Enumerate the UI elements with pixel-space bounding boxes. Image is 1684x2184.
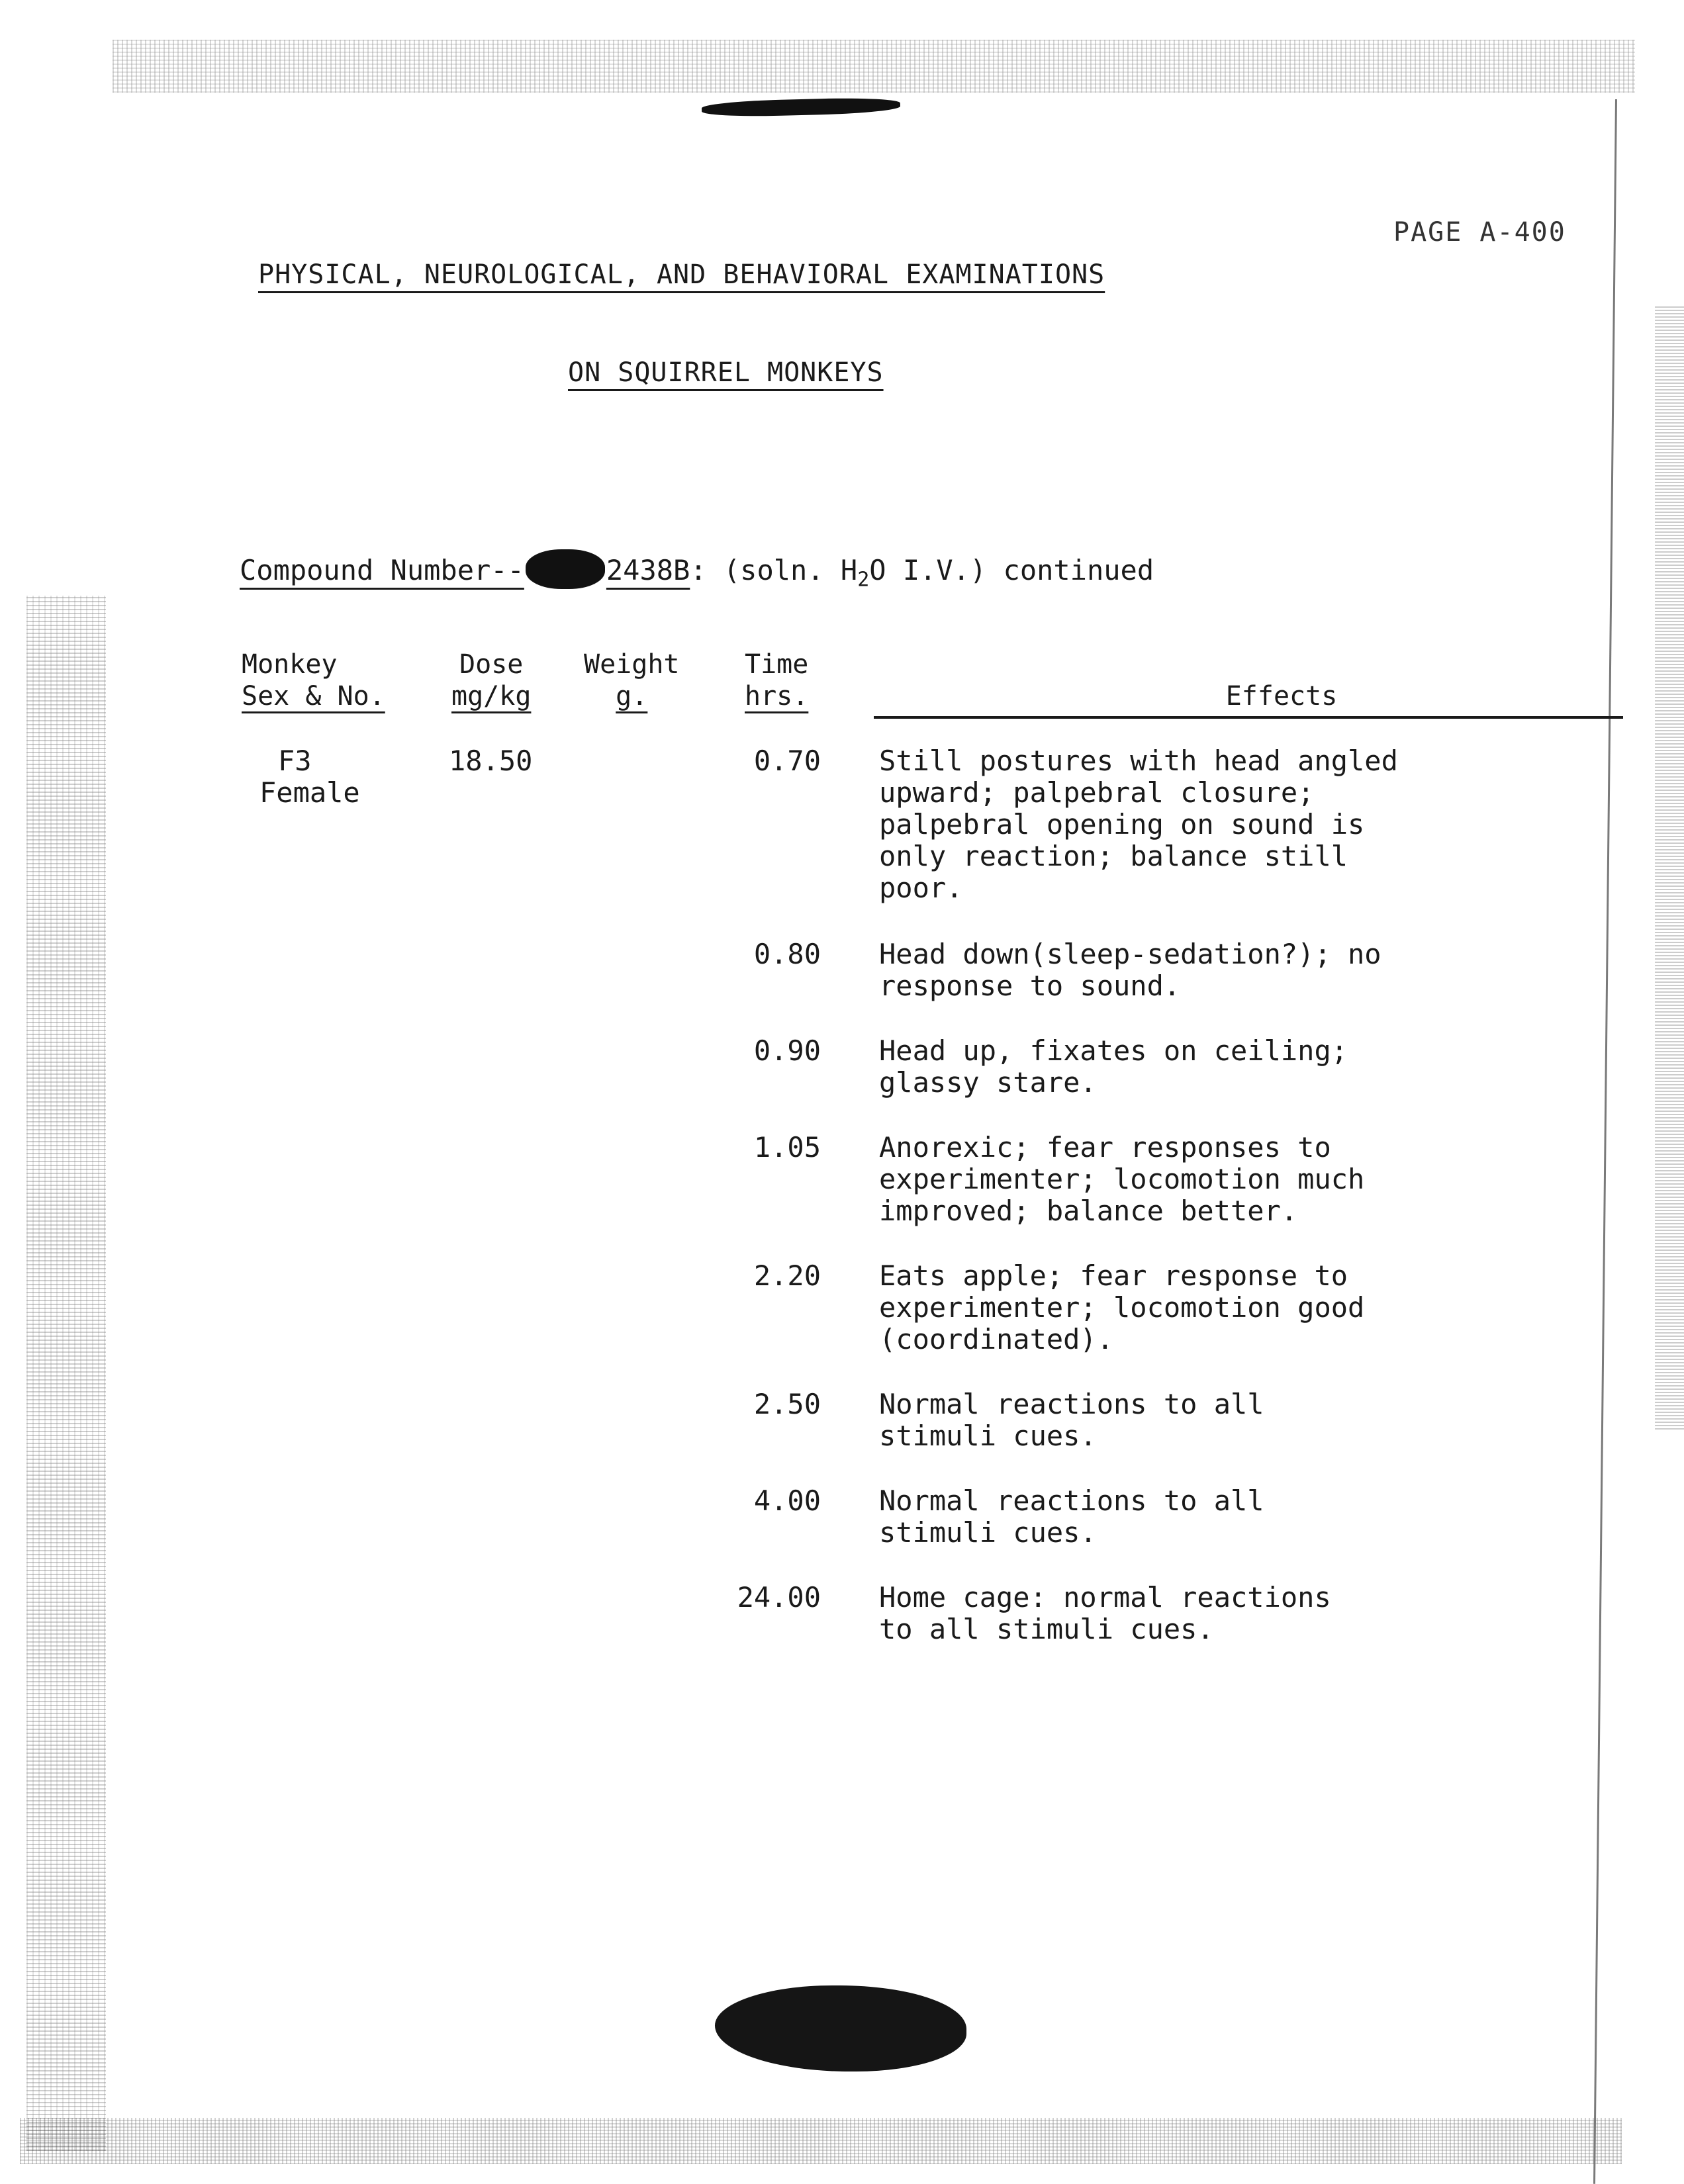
compound-number: 2438B (606, 554, 690, 586)
solution-subscript: 2 (857, 568, 870, 592)
header-effects-label: Effects (1225, 681, 1338, 711)
effect-text: Home cage: normal reactions to all stimuli cues. (879, 1581, 1331, 1645)
time-value: 24.00 (737, 1581, 821, 1614)
header-weight-line1: Weight (584, 649, 680, 680)
redaction-mark-inline (526, 549, 605, 589)
scan-noise-top (113, 40, 1635, 93)
time-value: 2.20 (753, 1259, 821, 1292)
effect-text: Eats apple; fear response to experimenter; locomotion good (coordinated). (879, 1259, 1365, 1355)
scan-noise-right (1655, 304, 1684, 1430)
effect-text: Still postures with head angled upward; palpebral closure; palpebral opening on sound is only reaction; balance still poor. (879, 745, 1398, 904)
header-time (745, 649, 808, 712)
time-value: 0.90 (753, 1034, 821, 1067)
document-subtitle: ON SQUIRREL MONKEYS (568, 357, 884, 388)
header-monkey (242, 649, 385, 712)
effect-text: Normal reactions to all stimuli cues. (879, 1484, 1264, 1549)
header-weight (584, 649, 680, 712)
compound-line (240, 549, 1154, 591)
effect-text: Anorexic; fear responses to experimenter; locomotion much improved; balance better. (879, 1131, 1365, 1227)
effect-text: Head up, fixates on ceiling; glassy stare. (879, 1034, 1348, 1099)
time-value: 0.80 (753, 938, 821, 970)
time-value: 1.05 (753, 1131, 821, 1163)
header-weight-line2: g. (616, 681, 648, 711)
dose-value: 18.50 (449, 745, 533, 777)
header-time-line1: Time (745, 649, 809, 680)
document-title: PHYSICAL, NEUROLOGICAL, AND BEHAVIORAL EXAMINATIONS (258, 259, 1105, 290)
header-monkey-line2: Sex & No. (242, 681, 385, 711)
header-dose-line1: Dose (459, 649, 524, 680)
redaction-mark-top (702, 97, 901, 118)
effect-text: Normal reactions to all stimuli cues. (879, 1388, 1264, 1452)
header-dose-line2: mg/kg (451, 681, 532, 711)
solution-prefix: : (soln. H (690, 554, 858, 586)
header-monkey-line1: Monkey (242, 649, 338, 680)
animal-sex: Female (259, 776, 360, 809)
header-effects (874, 680, 1623, 719)
scan-noise-left (26, 596, 106, 2151)
page-number: PAGE A-400 (1393, 217, 1566, 248)
effect-text: Head down(sleep-sedation?); no response to sound. (879, 938, 1381, 1002)
scan-noise-bottom (20, 2118, 1622, 2164)
redaction-mark-bottom (715, 1985, 966, 2071)
header-dose (451, 649, 531, 712)
header-time-line2: hrs. (745, 681, 809, 711)
animal-id: F3 (278, 745, 312, 777)
time-value: 0.70 (753, 745, 821, 777)
time-value: 2.50 (753, 1388, 821, 1420)
time-value: 4.00 (753, 1484, 821, 1517)
compound-label: Compound Number-- (240, 554, 524, 586)
solution-suffix: O I.V.) continued (869, 554, 1154, 586)
